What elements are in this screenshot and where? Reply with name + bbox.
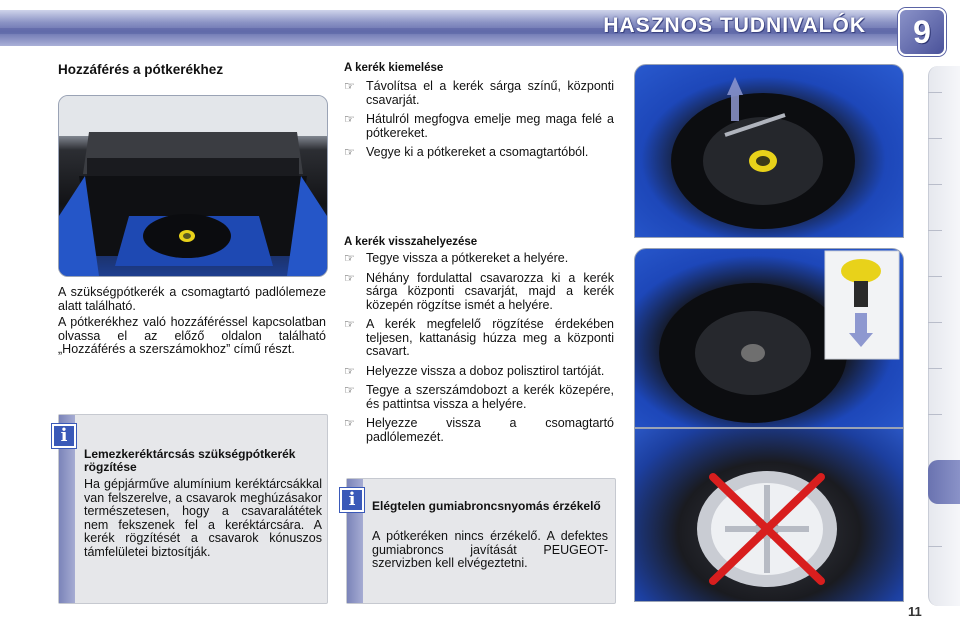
list-item: ☞ Tegye a szerszámdobozt a kerék közepére, és pattintsa vissza a helyére. [344, 383, 614, 411]
photo-wheel-refit [634, 248, 904, 428]
wheel-refit-steps [344, 252, 614, 450]
wheel-refit-illustration [635, 249, 903, 427]
tab-column [928, 66, 960, 606]
pointing-hand-icon: ☞ [344, 416, 355, 430]
list-item: ☞ Helyezze vissza a csomagtartó padlólemezét. [344, 416, 614, 444]
pointing-hand-icon: ☞ [344, 383, 355, 397]
paragraph-access-reference: A pótkerékhez való hozzáféréssel kapcsolatban olvassa el az előző oldalon található „Hozzáférés a szerszámokhoz” című részt. [58, 315, 326, 356]
info-box-title: Lemezkeréktárcsás szükségpótkerék rögzítése [84, 447, 296, 474]
tab-divider [928, 414, 942, 415]
chapter-number-badge: 9 [898, 8, 946, 56]
trunk-photo [58, 95, 328, 277]
chapter-index-tabs[interactable] [928, 66, 960, 606]
list-item: ☞ Néhány fordulattal csavarozza ki a kerék sárga központi csavarját, majd a kerék közepén rögzítse ismét a helyére. [344, 270, 614, 312]
tab-divider [928, 138, 942, 139]
pointing-hand-icon: ☞ [344, 363, 355, 378]
pointing-hand-icon: ☞ [344, 79, 355, 93]
list-item: ☞ Hátulról megfogva emelje meg maga felé a pótkereket. [344, 112, 614, 140]
info-box-body: Ha gépjárműve alumínium keréktárcsákkal van felszerelve, a csavarok meghúzásakor természetesen, hogy a csavaralátétek nem fekszenek fel a keréktárcsára. A kerék rögzítését a csavarok kónuszos támfelületei biztosítják. [84, 477, 322, 559]
list-item: ☞ Vegye ki a pótkereket a csomagtartóból. [344, 145, 589, 159]
tab-divider [928, 230, 942, 231]
pointing-hand-icon: ☞ [344, 251, 355, 265]
tab-divider [928, 184, 942, 185]
pointing-hand-icon: ☞ [344, 270, 355, 285]
tab-divider [928, 92, 942, 93]
wheel-removal-steps [344, 80, 614, 166]
page-title: HASZNOS TUDNIVALÓK [603, 14, 866, 37]
section-heading-wheel-refit: A kerék visszahelyezése [344, 236, 478, 248]
list-item: ☞ A kerék megfelelő rögzítése érdekében teljesen, kattanásig húzza meg a központi csavart. [344, 317, 614, 358]
tab-divider [928, 322, 942, 323]
pointing-hand-icon: ☞ [344, 112, 355, 126]
page-number: 11 [908, 604, 922, 619]
tab-divider [928, 276, 942, 277]
pointing-hand-icon: ☞ [344, 317, 355, 331]
list-item: ☞ Helyezze vissza a doboz polisztirol tartóját. [344, 363, 605, 378]
info-box-title: Elégtelen gumiabroncsnyomás érzékelő [372, 499, 601, 513]
info-box-body: A pótkeréken nincs érzékelő. A defektes gumiabroncs javítását PEUGEOT-szervizben kell elvégeztetni. [372, 529, 608, 570]
page-header [0, 0, 960, 52]
alloy-wheel-crossed-illustration [635, 429, 903, 601]
section-heading-wheel-removal: A kerék kiemelése [344, 62, 444, 74]
section-heading-spare-wheel-access: Hozzáférés a pótkerékhez [58, 62, 224, 77]
list-item: ☞ Tegye vissza a pótkereket a helyére. [344, 251, 569, 265]
list-item: ☞ Távolítsa el a kerék sárga színű, központi csavarját. [344, 79, 614, 107]
pointing-hand-icon: ☞ [344, 145, 355, 159]
paragraph-spare-location: A szükségpótkerék a csomagtartó padlólemeze alatt található. [58, 285, 326, 313]
tab-divider [928, 368, 942, 369]
tab-chapter-9-active[interactable] [928, 460, 960, 504]
info-icon: i [52, 424, 76, 448]
photo-wheel-lifting [634, 64, 904, 238]
wheel-lifting-illustration [635, 65, 903, 237]
trunk-illustration [59, 96, 327, 276]
photo-spare-wheel-crossed [634, 428, 904, 602]
info-icon: i [340, 488, 364, 512]
tab-divider [928, 546, 942, 547]
